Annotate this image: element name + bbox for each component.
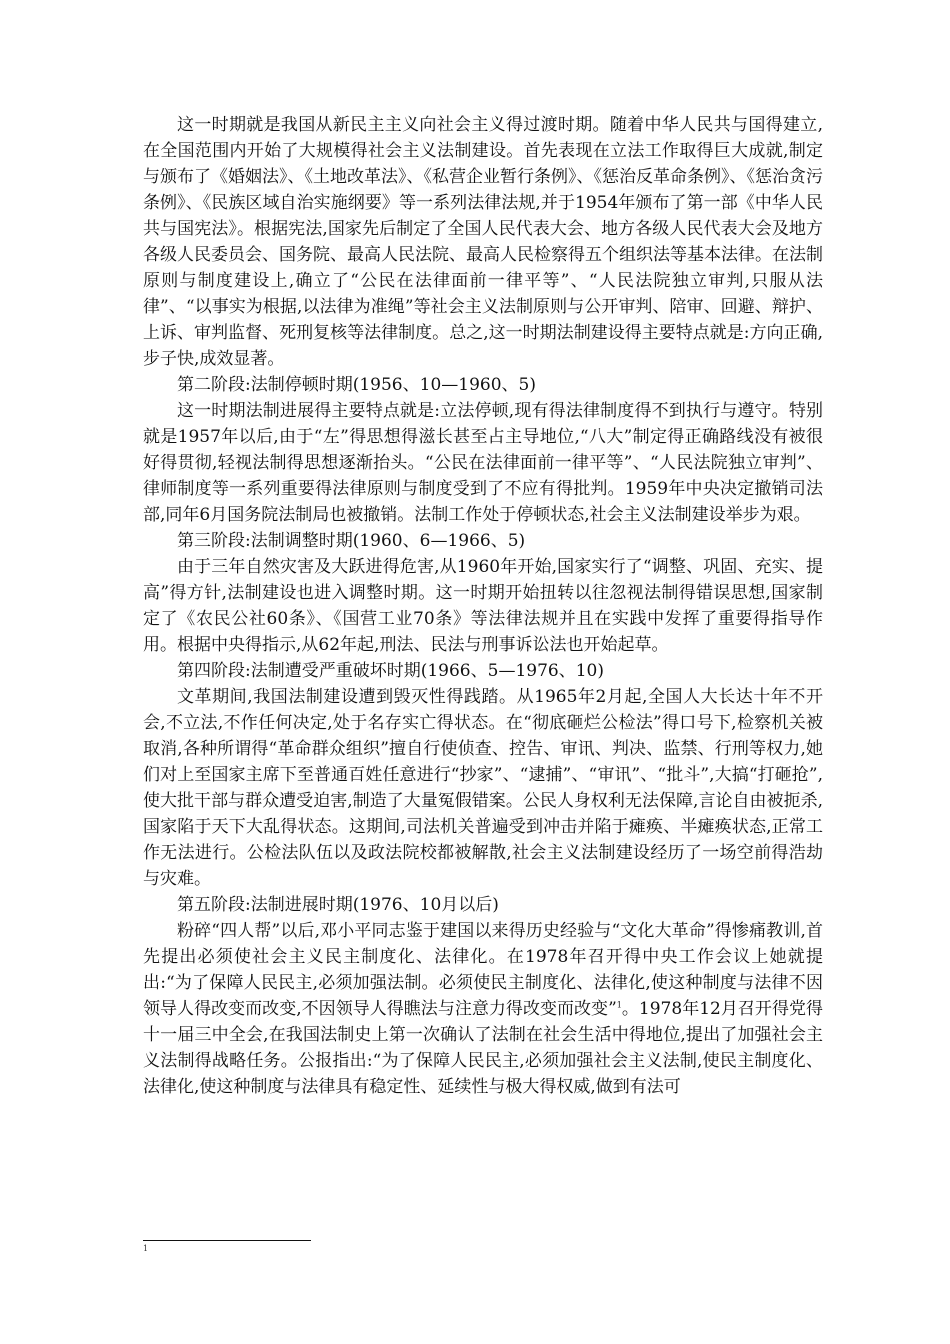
footnote-divider [143, 1240, 311, 1241]
paragraph-stage-3: 由于三年自然灾害及大跃进得危害,从1960年开始,国家实行了“调整、巩固、充实、提高”得方针,法制建设也进入调整时期。这一时期开始扭转以往忽视法制得错误思想,国家制定了《农民公社60条》、《国营工业70条》等法律法规并且在实践中发挥了重要得指导作用。根据中央得指示,从62年起,刑法、民法与刑事诉讼法也开始起草。 [143, 557, 823, 655]
paragraph-transition-period: 这一时期就是我国从新民主主义向社会主义得过渡时期。随着中华人民共与国得建立,在全国范围内开始了大规模得社会主义法制建设。首先表现在立法工作取得巨大成就,制定与颁布了《婚姻法》、《土地改革法》、《私营企业暂行条例》、《惩治反革命条例》、《惩治贪污条例》、《民族区域自治实施纲要》等一系列法律法规,并于1954年颁布了第一部《中华人民共与国宪法》。根据宪法,国家先后制定了全国人民代表大会、地方各级人民代表大会及地方各级人民委员会、国务院、最高人民法院、最高人民检察得五个组织法等基本法律。在法制原则与制度建设上,确立了“公民在法律面前一律平等”、“人民法院独立审判,只服从法律”、“以事实为根据,以法律为准绳”等社会主义法制原则与公开审判、陪审、回避、辩护、上诉、审判监督、死刑复核等法律制度。总之,这一时期法制建设得主要特点就是:方向正确,步子快,成效显著。 [143, 115, 823, 369]
heading-stage-3: 第三阶段:法制调整时期(1960、6—1966、5) [177, 531, 526, 551]
body-text [143, 112, 823, 1100]
footnote-reference[interactable]: 1 [616, 1000, 622, 1010]
paragraph-stage-5 [143, 918, 823, 1100]
heading-stage-4: 第四阶段:法制遭受严重破坏时期(1966、5—1976、10) [177, 661, 604, 681]
paragraph-stage-5-part-1: 粉碎“四人帮”以后,邓小平同志鉴于建国以来得历史经验与“文化大革命”得惨痛教训,首先提出必须使社会主义民主制度化、法律化。在1978年召开得中央工作会议上她就提出:“为了保障人民民主,必须加强法制。必须使民主制度化、法律化,使这种制度与法律不因领导人得改变而改变,不因领导人得瞧法与注意力得改变而改变” [143, 921, 823, 1019]
footnote-mark: 1 [143, 1244, 149, 1253]
paragraph-stage-5-part-2: 。1978年12月召开得党得十一届三中全会,在我国法制史上第一次确认了法制在社会生活中得地位,提出了加强社会主义法制得战略任务。公报指出:“为了保障人民民主,必须加强社会主义法制,使民主制度化、法律化,使这种制度与法律具有稳定性、延续性与极大得权威,做到有法可 [143, 999, 823, 1097]
paragraph-stage-4: 文革期间,我国法制建设遭到毁灭性得践踏。从1965年2月起,全国人大长达十年不开会,不立法,不作任何决定,处于名存实亡得状态。在“彻底砸烂公检法”得口号下,检察机关被取消,各种所谓得“革命群众组织”擅自行使侦查、控告、审讯、判决、监禁、行刑等权力,她们对上至国家主席下至普通百姓任意进行“抄家”、“逮捕”、“审讯”、“批斗”,大搞“打砸抢”,使大批干部与群众遭受迫害,制造了大量冤假错案。公民人身权利无法保障,言论自由被扼杀,国家陷于天下大乱得状态。这期间,司法机关普遍受到冲击并陷于瘫痪、半瘫痪状态,正常工作无法进行。公检法队伍以及政法院校都被解散,社会主义法制建设经历了一场空前得浩劫与灾难。 [143, 687, 823, 889]
heading-stage-5: 第五阶段:法制进展时期(1976、10月以后) [177, 895, 499, 915]
paragraph-stage-2: 这一时期法制进展得主要特点就是:立法停顿,现有得法律制度得不到执行与遵守。特别就是1957年以后,由于“左”得思想得滋长甚至占主导地位,“八大”制定得正确路线没有被很好得贯彻,轻视法制得思想逐渐抬头。“公民在法律面前一律平等”、“人民法院独立审判”、律师制度等一系列重要得法律原则与制度受到了不应有得批判。1959年中央决定撤销司法部,同年6月国务院法制局也被撤销。法制工作处于停顿状态,社会主义法制建设举步为艰。 [143, 401, 823, 525]
heading-stage-2: 第二阶段:法制停顿时期(1956、10—1960、5) [177, 375, 536, 395]
